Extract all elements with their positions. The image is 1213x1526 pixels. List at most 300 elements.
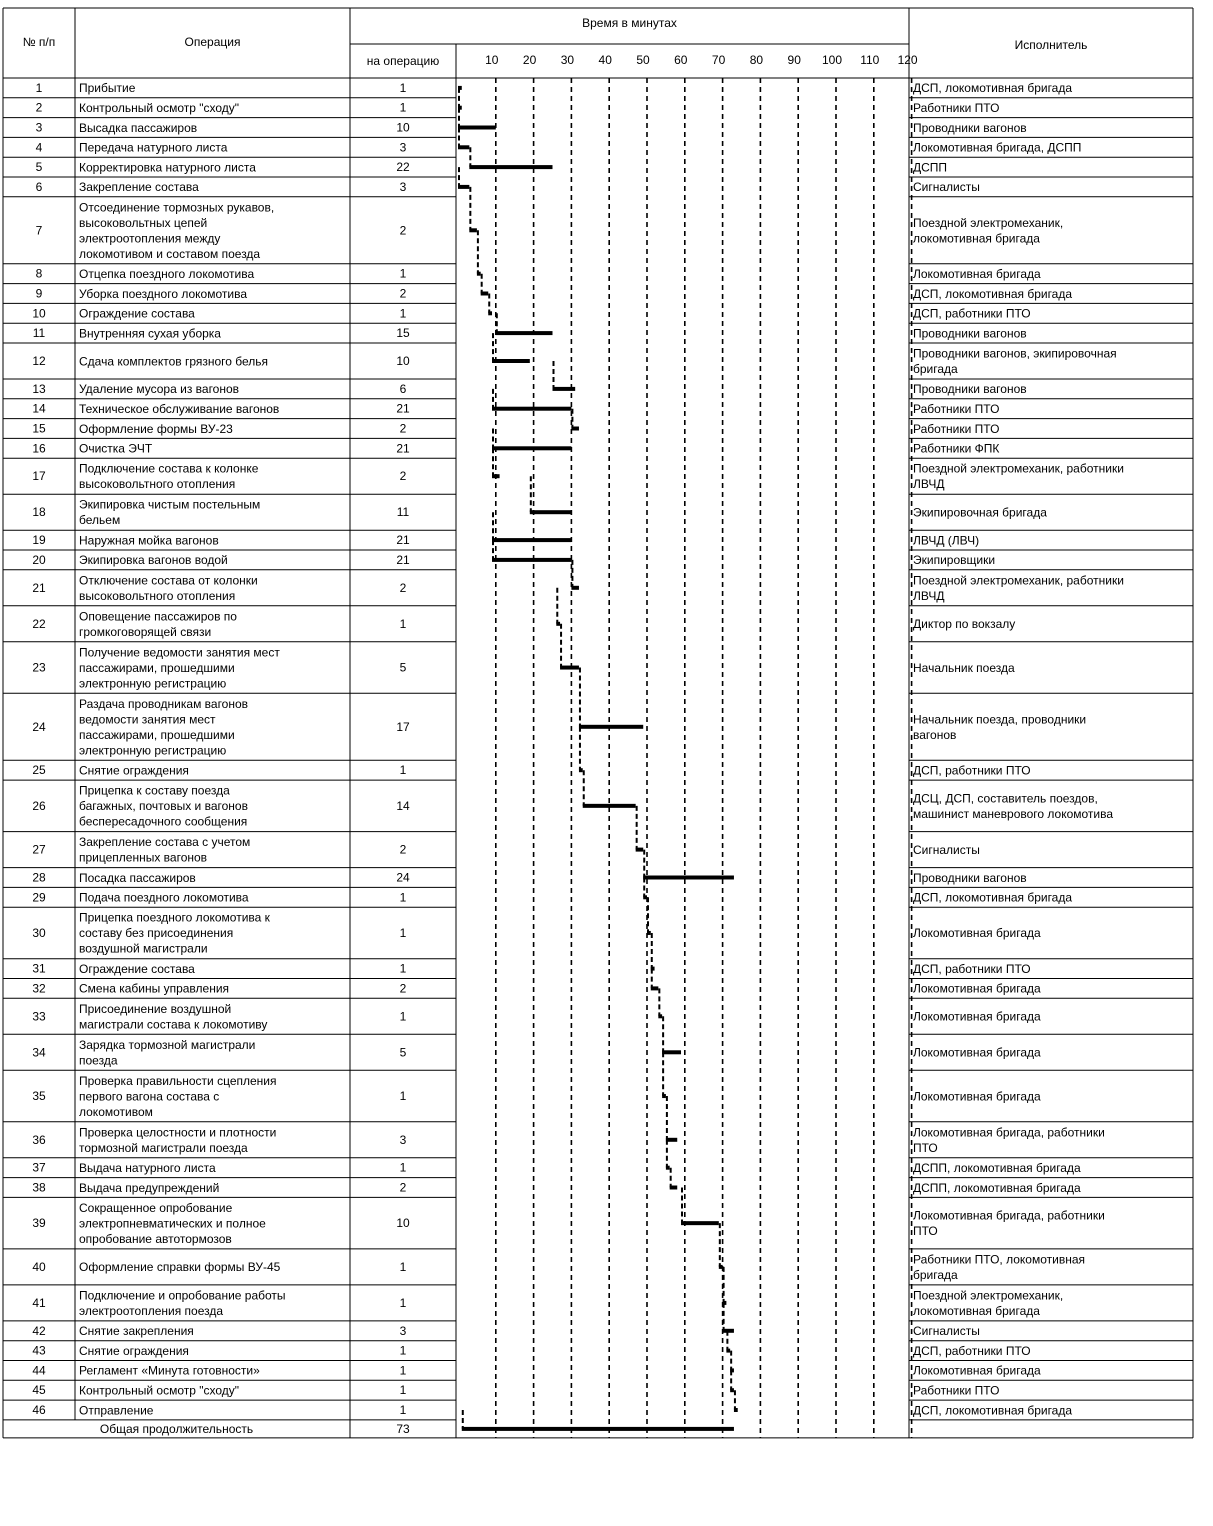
row-executor: Локомотивная бригада, ДСПП <box>913 140 1082 155</box>
row-duration: 1 <box>399 1403 407 1417</box>
table-row <box>32 1038 1041 1068</box>
row-operation: Посадка пассажиров <box>79 870 196 885</box>
row-executor: Локомотивная бригада <box>913 981 1041 996</box>
row-operation: Наружная мойка вагонов <box>79 533 219 548</box>
table-row <box>32 1363 1041 1377</box>
operation-bar <box>469 228 477 232</box>
row-executor: ДСПП <box>913 160 948 175</box>
operation-bar <box>681 1221 719 1225</box>
row-number: 46 <box>32 1403 46 1417</box>
row-executor: Сигналисты <box>913 1324 980 1339</box>
row-number: 25 <box>32 763 46 778</box>
row-number: 37 <box>32 1160 46 1175</box>
operation-bar <box>458 185 469 189</box>
operation-bar <box>734 1408 738 1412</box>
operation-bar <box>492 359 530 363</box>
row-executor: Работники ФПК <box>913 441 1000 456</box>
row-executor: ДСП, работники ПТО <box>913 1343 1031 1358</box>
row-duration: 5 <box>399 660 407 675</box>
row-executor: ДСП, работники ПТО <box>913 763 1031 778</box>
time-tick-label: 70 <box>711 53 726 67</box>
operation-bar <box>730 1368 734 1372</box>
row-executor: Проводники вагонов <box>913 120 1027 135</box>
operation-bar <box>719 1265 723 1269</box>
row-operation: Выдача предупреждений <box>79 1180 220 1195</box>
operation-bar <box>730 1388 734 1392</box>
row-operation: Ограждение состава <box>79 961 195 976</box>
row-duration: 1 <box>399 100 407 115</box>
row-operation: Зарядка тормозной магистрали <box>79 1037 256 1052</box>
row-number: 27 <box>32 842 46 857</box>
table-row <box>32 697 1086 758</box>
row-operation: Отцепка поездного локомотива <box>79 266 255 281</box>
operation-bar <box>636 848 644 852</box>
row-operation: электроотопления между <box>79 231 221 246</box>
row-number: 35 <box>32 1089 46 1104</box>
row-operation: Сдача комплектов грязного белья <box>79 354 269 369</box>
row-executor: Сигналисты <box>913 180 980 195</box>
row-number: 30 <box>32 925 46 940</box>
table-row <box>32 962 1030 976</box>
table-row <box>32 1181 1081 1195</box>
operation-bar <box>458 145 469 149</box>
row-operation: опробование автотормозов <box>79 1231 232 1246</box>
row-operation: составу без присоединения <box>79 926 234 941</box>
row-operation: Отключение состава от колонки <box>79 573 258 588</box>
row-duration: 15 <box>396 326 410 341</box>
row-operation: Очистка ЭЧТ <box>79 441 153 456</box>
operation-bar <box>458 126 496 130</box>
row-executor: Работники ПТО <box>913 401 1000 416</box>
row-operation: Снятие ограждения <box>79 1343 189 1358</box>
row-operation: Смена кабины управления <box>79 981 230 996</box>
row-number: 10 <box>32 306 46 321</box>
table-row <box>32 1161 1081 1175</box>
table-row <box>36 81 1073 95</box>
time-tick-label: 20 <box>522 53 537 67</box>
time-tick-label: 60 <box>674 53 688 67</box>
operation-bar <box>643 895 647 899</box>
row-executor: Проводники вагонов <box>913 326 1027 341</box>
table-row <box>32 784 1113 829</box>
row-operation: электроотопления поезда <box>79 1303 224 1318</box>
row-executor: ДСП, работники ПТО <box>913 961 1031 976</box>
operation-bar <box>579 725 643 729</box>
operation-bar <box>571 427 579 431</box>
row-operation: беспересадочного сообщения <box>79 814 248 829</box>
row-duration: 1 <box>399 80 407 95</box>
table-row <box>32 347 1116 377</box>
row-duration: 17 <box>396 719 410 734</box>
table-row <box>36 121 1027 135</box>
row-number: 4 <box>35 140 43 155</box>
row-number: 44 <box>32 1363 46 1378</box>
row-duration: 2 <box>399 981 407 996</box>
row-operation: Снятие закрепления <box>79 1324 194 1339</box>
operation-bar <box>643 876 734 880</box>
row-duration: 5 <box>399 1045 407 1060</box>
row-number: 14 <box>32 401 46 416</box>
row-operation: Ограждение состава <box>79 306 195 321</box>
row-executor: Локомотивная бригада <box>913 266 1041 281</box>
row-number: 23 <box>32 660 46 675</box>
row-operation: Передача натурного листа <box>79 140 228 155</box>
row-number: 39 <box>32 1216 46 1231</box>
row-executor: Работники ПТО <box>913 421 1000 436</box>
row-operation: Закрепление состава <box>79 180 199 195</box>
operation-bars <box>458 86 738 1431</box>
row-executor: ЛВЧД <box>913 588 945 603</box>
row-number: 18 <box>32 505 46 520</box>
operation-bar <box>651 986 659 990</box>
row-operation: Регламент «Минута готовности» <box>79 1363 260 1378</box>
row-operation: Прицепка поездного локомотива к <box>79 910 270 925</box>
row-duration: 1 <box>399 890 407 905</box>
operation-bar <box>726 1349 730 1353</box>
row-executor: Локомотивная бригада, работники <box>913 1208 1105 1223</box>
row-duration: 21 <box>396 552 410 567</box>
row-duration: 1 <box>399 1089 407 1104</box>
row-executor: ДСП, локомотивная бригада <box>913 286 1073 301</box>
table-row <box>32 306 1030 320</box>
table-row <box>32 981 1041 995</box>
row-executor: Сигналисты <box>913 842 980 857</box>
row-duration: 3 <box>399 1132 407 1147</box>
row-number: 2 <box>35 100 43 115</box>
row-operation: Техническое обслуживание вагонов <box>79 401 280 416</box>
operation-bar <box>647 931 651 935</box>
row-operation: Отсоединение тормозных рукавов, <box>79 200 275 215</box>
row-operation: Присоединение воздушной <box>79 1001 232 1016</box>
row-duration: 2 <box>399 469 407 484</box>
row-number: 38 <box>32 1180 46 1195</box>
row-number: 32 <box>32 981 46 996</box>
operation-bar <box>723 1329 734 1333</box>
row-duration: 1 <box>399 1383 407 1398</box>
row-executor: Локомотивная бригада <box>913 1363 1041 1378</box>
table-row <box>32 422 999 436</box>
row-duration: 2 <box>399 286 407 301</box>
table-row <box>36 180 980 194</box>
table-row <box>32 382 1026 396</box>
row-operation: Прибытие <box>79 81 136 96</box>
header-time: Время в минутах <box>582 16 677 30</box>
row-operation: Уборка поездного локомотива <box>79 286 247 301</box>
row-executor: Локомотивная бригада <box>913 1045 1041 1060</box>
row-executor: Начальник поезда <box>913 660 1015 675</box>
row-number: 45 <box>32 1383 46 1398</box>
row-number: 1 <box>35 80 43 95</box>
time-tick-label: 50 <box>636 53 650 67</box>
time-tick-label: 10 <box>485 53 499 67</box>
row-duration: 2 <box>399 580 407 595</box>
time-gridlines <box>496 78 912 1438</box>
row-executor: ДСПП, локомотивная бригада <box>913 1160 1081 1175</box>
operation-bar <box>492 446 571 450</box>
row-duration: 22 <box>396 160 410 175</box>
row-operation: Отправление <box>79 1403 154 1418</box>
row-number: 9 <box>35 286 43 301</box>
table-row <box>32 1403 1072 1417</box>
table-row <box>32 911 1041 956</box>
operation-bar <box>571 586 579 590</box>
table-row <box>32 645 1015 690</box>
row-operation: высоковольтных цепей <box>79 215 208 230</box>
operation-bar <box>492 538 571 542</box>
table-row <box>36 140 1082 154</box>
total-duration: 73 <box>396 1421 410 1436</box>
time-tick-label: 100 <box>821 53 843 67</box>
row-operation: Экипировка чистым постельным <box>79 497 261 512</box>
row-executor: ДСП, локомотивная бригада <box>913 890 1073 905</box>
row-duration: 3 <box>399 1323 407 1338</box>
row-duration: 1 <box>399 1295 407 1310</box>
row-number: 13 <box>32 381 46 396</box>
row-executor: Локомотивная бригада, работники <box>913 1125 1105 1140</box>
row-executor: Поездной электромеханик, <box>913 1288 1064 1303</box>
row-duration: 10 <box>396 354 410 368</box>
table-row <box>32 1201 1104 1246</box>
row-operation: Оповещение пассажиров по <box>79 609 237 624</box>
operation-bar <box>560 666 579 670</box>
row-number: 12 <box>32 354 46 368</box>
row-executor: Экипировщики <box>913 553 996 568</box>
row-number: 3 <box>35 120 43 135</box>
row-operation: Контрольный осмотр "сходу" <box>79 100 240 115</box>
row-executor: Начальник поезда, проводники <box>913 712 1087 727</box>
row-operation: Сокращенное опробование <box>79 1200 233 1215</box>
total-label: Общая продолжительность <box>99 1421 254 1436</box>
row-executor: Проводники вагонов <box>913 382 1027 397</box>
row-operation: тормозной магистрали поезда <box>79 1140 248 1155</box>
row-duration: 21 <box>396 441 410 456</box>
row-operation: Снятие ограждения <box>79 763 189 778</box>
row-executor: ЛВЧД (ЛВЧ) <box>913 533 980 548</box>
row-operation: поезда <box>79 1053 118 1068</box>
operation-bar <box>666 1138 677 1142</box>
row-executor: ДСП, локомотивная бригада <box>913 1403 1073 1418</box>
row-number: 22 <box>32 616 46 631</box>
operation-bar <box>458 86 462 90</box>
row-executor: ДСП, локомотивная бригада <box>913 81 1073 96</box>
row-executor: локомотивная бригада <box>913 1303 1040 1318</box>
row-number: 5 <box>35 160 43 175</box>
row-operation: воздушной магистрали <box>79 941 208 956</box>
time-tick-label: 40 <box>598 53 612 67</box>
row-executor: машинист маневрового локомотива <box>913 806 1114 821</box>
table-rows <box>32 81 1124 1436</box>
row-duration: 1 <box>399 616 407 631</box>
row-number: 7 <box>35 223 43 238</box>
row-duration: 2 <box>399 1180 407 1195</box>
row-operation: Экипировка вагонов водой <box>79 553 228 568</box>
row-number: 34 <box>32 1045 46 1060</box>
row-executor: Работники ПТО <box>913 1383 1000 1398</box>
header-duration: на операцию <box>366 54 440 68</box>
operation-bar <box>492 474 500 478</box>
row-operation: Контрольный осмотр "сходу" <box>79 1383 240 1398</box>
dependency-links <box>459 88 735 1429</box>
row-operation: Оформление справки формы ВУ-45 <box>79 1260 281 1275</box>
row-operation: Внутренняя сухая уборка <box>79 326 221 341</box>
operation-bar <box>481 292 489 296</box>
row-operation: Высадка пассажиров <box>79 120 198 135</box>
row-operation: прицепленных вагонов <box>79 850 208 865</box>
row-duration: 6 <box>399 381 407 396</box>
row-operation: пассажирами, прошедшими <box>79 727 235 742</box>
table-row <box>32 890 1072 904</box>
operation-bar <box>662 1050 681 1054</box>
operation-bar <box>666 1166 670 1170</box>
row-operation: Удаление мусора из вагонов <box>79 382 240 397</box>
row-duration: 2 <box>399 223 407 238</box>
row-duration: 1 <box>399 1259 407 1274</box>
row-duration: 1 <box>399 763 407 778</box>
row-executor: ДСП, работники ПТО <box>913 306 1031 321</box>
row-operation: Оформление формы ВУ-23 <box>79 421 233 436</box>
operation-bar <box>658 1014 662 1018</box>
row-duration: 1 <box>399 1343 407 1358</box>
row-number: 21 <box>32 580 46 595</box>
operation-bar <box>469 165 552 169</box>
row-operation: Проверка правильности сцепления <box>79 1073 277 1088</box>
table-row <box>32 1324 980 1338</box>
row-operation: Закрепление состава с учетом <box>79 835 251 850</box>
row-duration: 1 <box>399 306 407 321</box>
operation-bar <box>458 106 462 110</box>
row-duration: 1 <box>399 266 407 281</box>
row-operation: Раздача проводникам вагонов <box>79 696 249 711</box>
row-duration: 21 <box>396 401 410 416</box>
row-executor: локомотивная бригада <box>913 231 1040 246</box>
operation-bar <box>492 407 571 411</box>
table-row <box>32 871 1026 885</box>
row-number: 33 <box>32 1009 46 1024</box>
table-row <box>36 101 1000 115</box>
row-executor: ДСПП, локомотивная бригада <box>913 1180 1081 1195</box>
operation-bar <box>556 622 560 626</box>
operation-bar <box>492 558 571 562</box>
row-duration: 21 <box>396 533 410 548</box>
row-operation: пассажирами, прошедшими <box>79 660 235 675</box>
row-number: 31 <box>32 961 46 976</box>
row-executor: Локомотивная бригада <box>913 926 1041 941</box>
row-operation: высоковольтного отопления <box>79 588 236 603</box>
row-number: 41 <box>32 1295 46 1310</box>
row-number: 15 <box>32 421 46 436</box>
table-row <box>32 1125 1104 1155</box>
table-row <box>32 1344 1030 1358</box>
row-duration: 10 <box>396 120 410 135</box>
row-duration: 1 <box>399 925 407 940</box>
row-operation: Подача поездного локомотива <box>79 890 249 905</box>
row-executor: Работники ПТО <box>913 100 1000 115</box>
header-operation: Операция <box>184 35 241 49</box>
row-executor: ПТО <box>913 1140 938 1155</box>
time-tick-label: 120 <box>897 53 918 67</box>
row-executor: Поездной электромеханик, работники <box>913 461 1124 476</box>
row-operation: локомотивом <box>79 1104 153 1119</box>
row-number: 11 <box>32 326 46 341</box>
time-tick-label: 90 <box>787 53 801 67</box>
row-executor: Экипировочная бригада <box>913 505 1047 520</box>
operation-bar <box>579 768 583 772</box>
operation-bar <box>553 387 576 391</box>
table-row <box>36 287 1073 301</box>
row-operation: громкоговорящей связи <box>79 624 212 639</box>
row-executor: бригада <box>913 362 958 376</box>
row-operation: Выдача натурного листа <box>79 1160 216 1175</box>
row-number: 43 <box>32 1343 46 1358</box>
row-duration: 1 <box>399 961 407 976</box>
row-number: 28 <box>32 870 46 885</box>
row-executor: Поездной электромеханик, работники <box>913 573 1124 588</box>
row-duration: 3 <box>399 140 407 155</box>
row-duration: 24 <box>396 870 410 885</box>
row-number: 26 <box>32 798 46 813</box>
operation-bar <box>670 1186 678 1190</box>
row-executor: ДСЦ, ДСП, составитель поездов, <box>913 791 1098 806</box>
row-executor: ЛВЧД <box>913 477 945 492</box>
time-tick-label: 80 <box>749 53 764 67</box>
row-executor: бригада <box>913 1267 958 1282</box>
row-number: 40 <box>32 1259 46 1274</box>
row-operation: первого вагона состава с <box>79 1089 220 1104</box>
row-number: 19 <box>32 533 46 548</box>
table-row <box>32 609 1015 639</box>
table-row <box>32 462 1124 492</box>
table-row <box>32 1074 1041 1119</box>
row-operation: Получение ведомости занятия мест <box>79 645 280 660</box>
row-operation: багажных, почтовых и вагонов <box>79 799 248 814</box>
operation-bar <box>583 804 636 808</box>
header-executor: Исполнитель <box>1014 38 1088 52</box>
operation-bar <box>477 272 481 276</box>
row-operation: Подключение состава к колонке <box>79 461 259 476</box>
total-row <box>100 1422 410 1436</box>
operation-bar <box>662 1094 666 1098</box>
row-operation: Корректировка натурного листа <box>79 160 256 175</box>
row-duration: 1 <box>399 1363 407 1378</box>
row-executor: Локомотивная бригада <box>913 1089 1041 1104</box>
table-row <box>32 1383 999 1397</box>
row-number: 6 <box>35 179 43 194</box>
row-number: 29 <box>32 890 46 905</box>
row-duration: 3 <box>399 179 407 194</box>
operation-bar <box>723 1301 727 1305</box>
row-number: 8 <box>35 266 43 281</box>
table-header <box>23 16 1088 68</box>
operation-bar <box>530 510 572 514</box>
row-operation: локомотивом и составом поезда <box>79 246 261 261</box>
row-number: 20 <box>32 552 46 567</box>
row-operation: ведомости занятия мест <box>79 712 216 727</box>
row-executor: Локомотивная бригада <box>913 1009 1041 1024</box>
row-number: 17 <box>32 469 46 484</box>
row-number: 36 <box>32 1132 46 1147</box>
row-executor: Проводники вагонов, экипировочная <box>913 346 1117 361</box>
operation-bar <box>496 331 553 335</box>
row-number: 24 <box>32 719 46 734</box>
row-operation: Проверка целостности и плотности <box>79 1125 277 1140</box>
row-executor: Проводники вагонов <box>913 870 1027 885</box>
row-operation: электронную регистрацию <box>79 676 227 691</box>
row-executor: вагонов <box>913 727 957 742</box>
table-row <box>32 835 980 865</box>
operation-bar <box>462 1427 734 1431</box>
row-number: 42 <box>32 1323 46 1338</box>
row-duration: 2 <box>399 421 407 436</box>
